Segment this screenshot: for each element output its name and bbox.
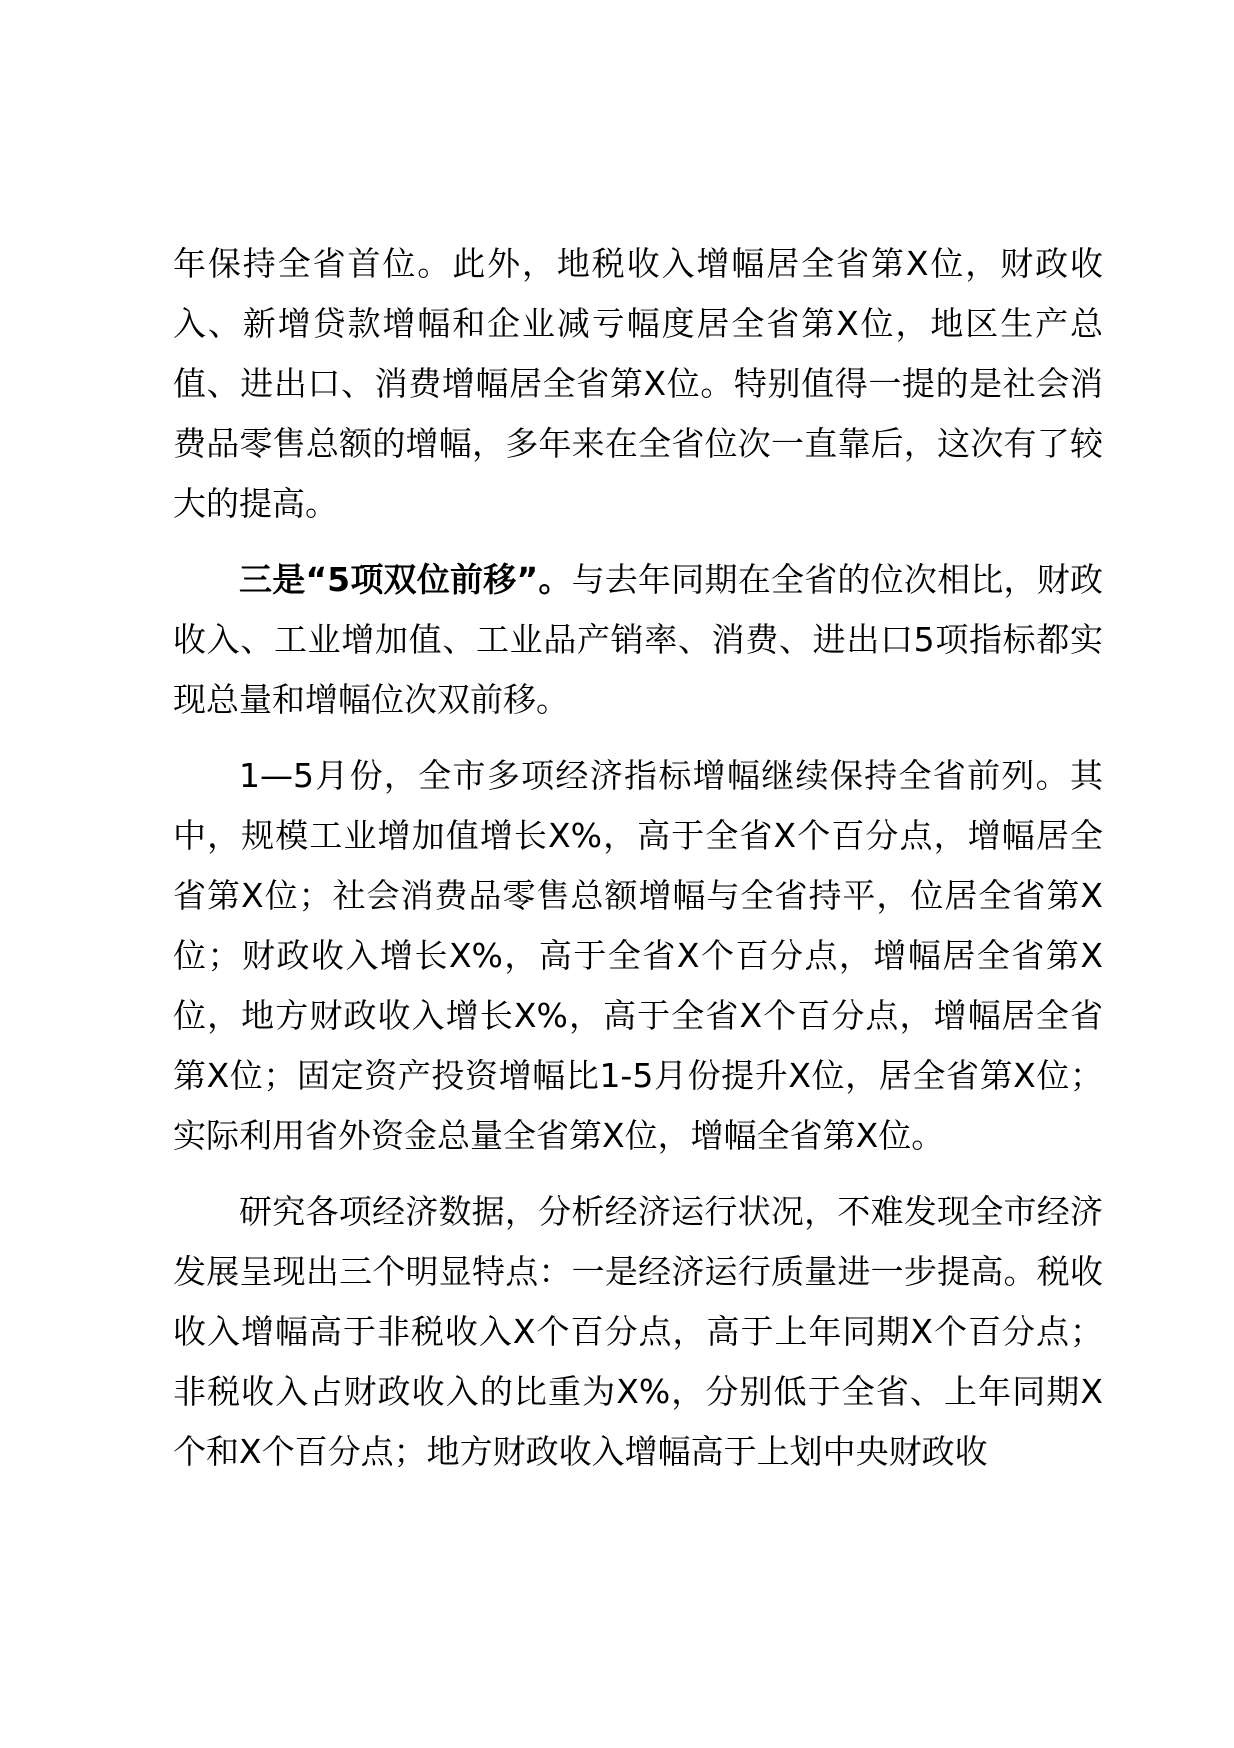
paragraph-text: 年保持全省首位。此外，地税收入增幅居全省第X位，财政收入、新增贷款增幅和企业减亏幅度居全省第X位，地区生产总值、进出口、消费增幅居全省第X位。特别值得一提的是社会消费品零售总额的增幅，多年来在全省位次一直靠后，这次有了较大的提高。 [173, 244, 1103, 523]
paragraph-text: 研究各项经济数据，分析经济运行状况，不难发现全市经济发展呈现出三个明显特点：一是经济运行质量进一步提高。税收收入增幅高于非税收入X个百分点，高于上年同期X个百分点；非税收入占财政收入的比重为X%，分别低于全省、上年同期X个和X个百分点；地方财政收入增幅高于上划中央财政收 [173, 1192, 1103, 1471]
paragraph-jan-may [173, 746, 1103, 1166]
paragraph-text: 与去年同期在全省的位次相比，财政收入、工业增加值、工业品产销率、消费、进出口5项指标都实现总量和增幅位次双前移。 [173, 560, 1104, 719]
paragraph-text: 1—5月份，全市多项经济指标增幅继续保持全省前列。其中，规模工业增加值增长X%，高于全省X个百分点，增幅居全省第X位；社会消费品零售总额增幅与全省持平，位居全省第X位；财政收入增长X%，高于全省X个百分点，增幅居全省第X位，地方财政收入增长X%，高于全省X个百分点，增幅居全省第X位；固定资产投资增幅比1-5月份提升X位，居全省第X位；实际利用省外资金总量全省第X位，增幅全省第X位。 [173, 756, 1103, 1155]
paragraph-lead-heading: 三是“5项双位前移”。 [239, 560, 572, 599]
paragraph-continuation [173, 234, 1103, 534]
paragraph-five-indicators [173, 550, 1103, 730]
document-body [173, 234, 1103, 1482]
paragraph-analysis [173, 1182, 1103, 1482]
